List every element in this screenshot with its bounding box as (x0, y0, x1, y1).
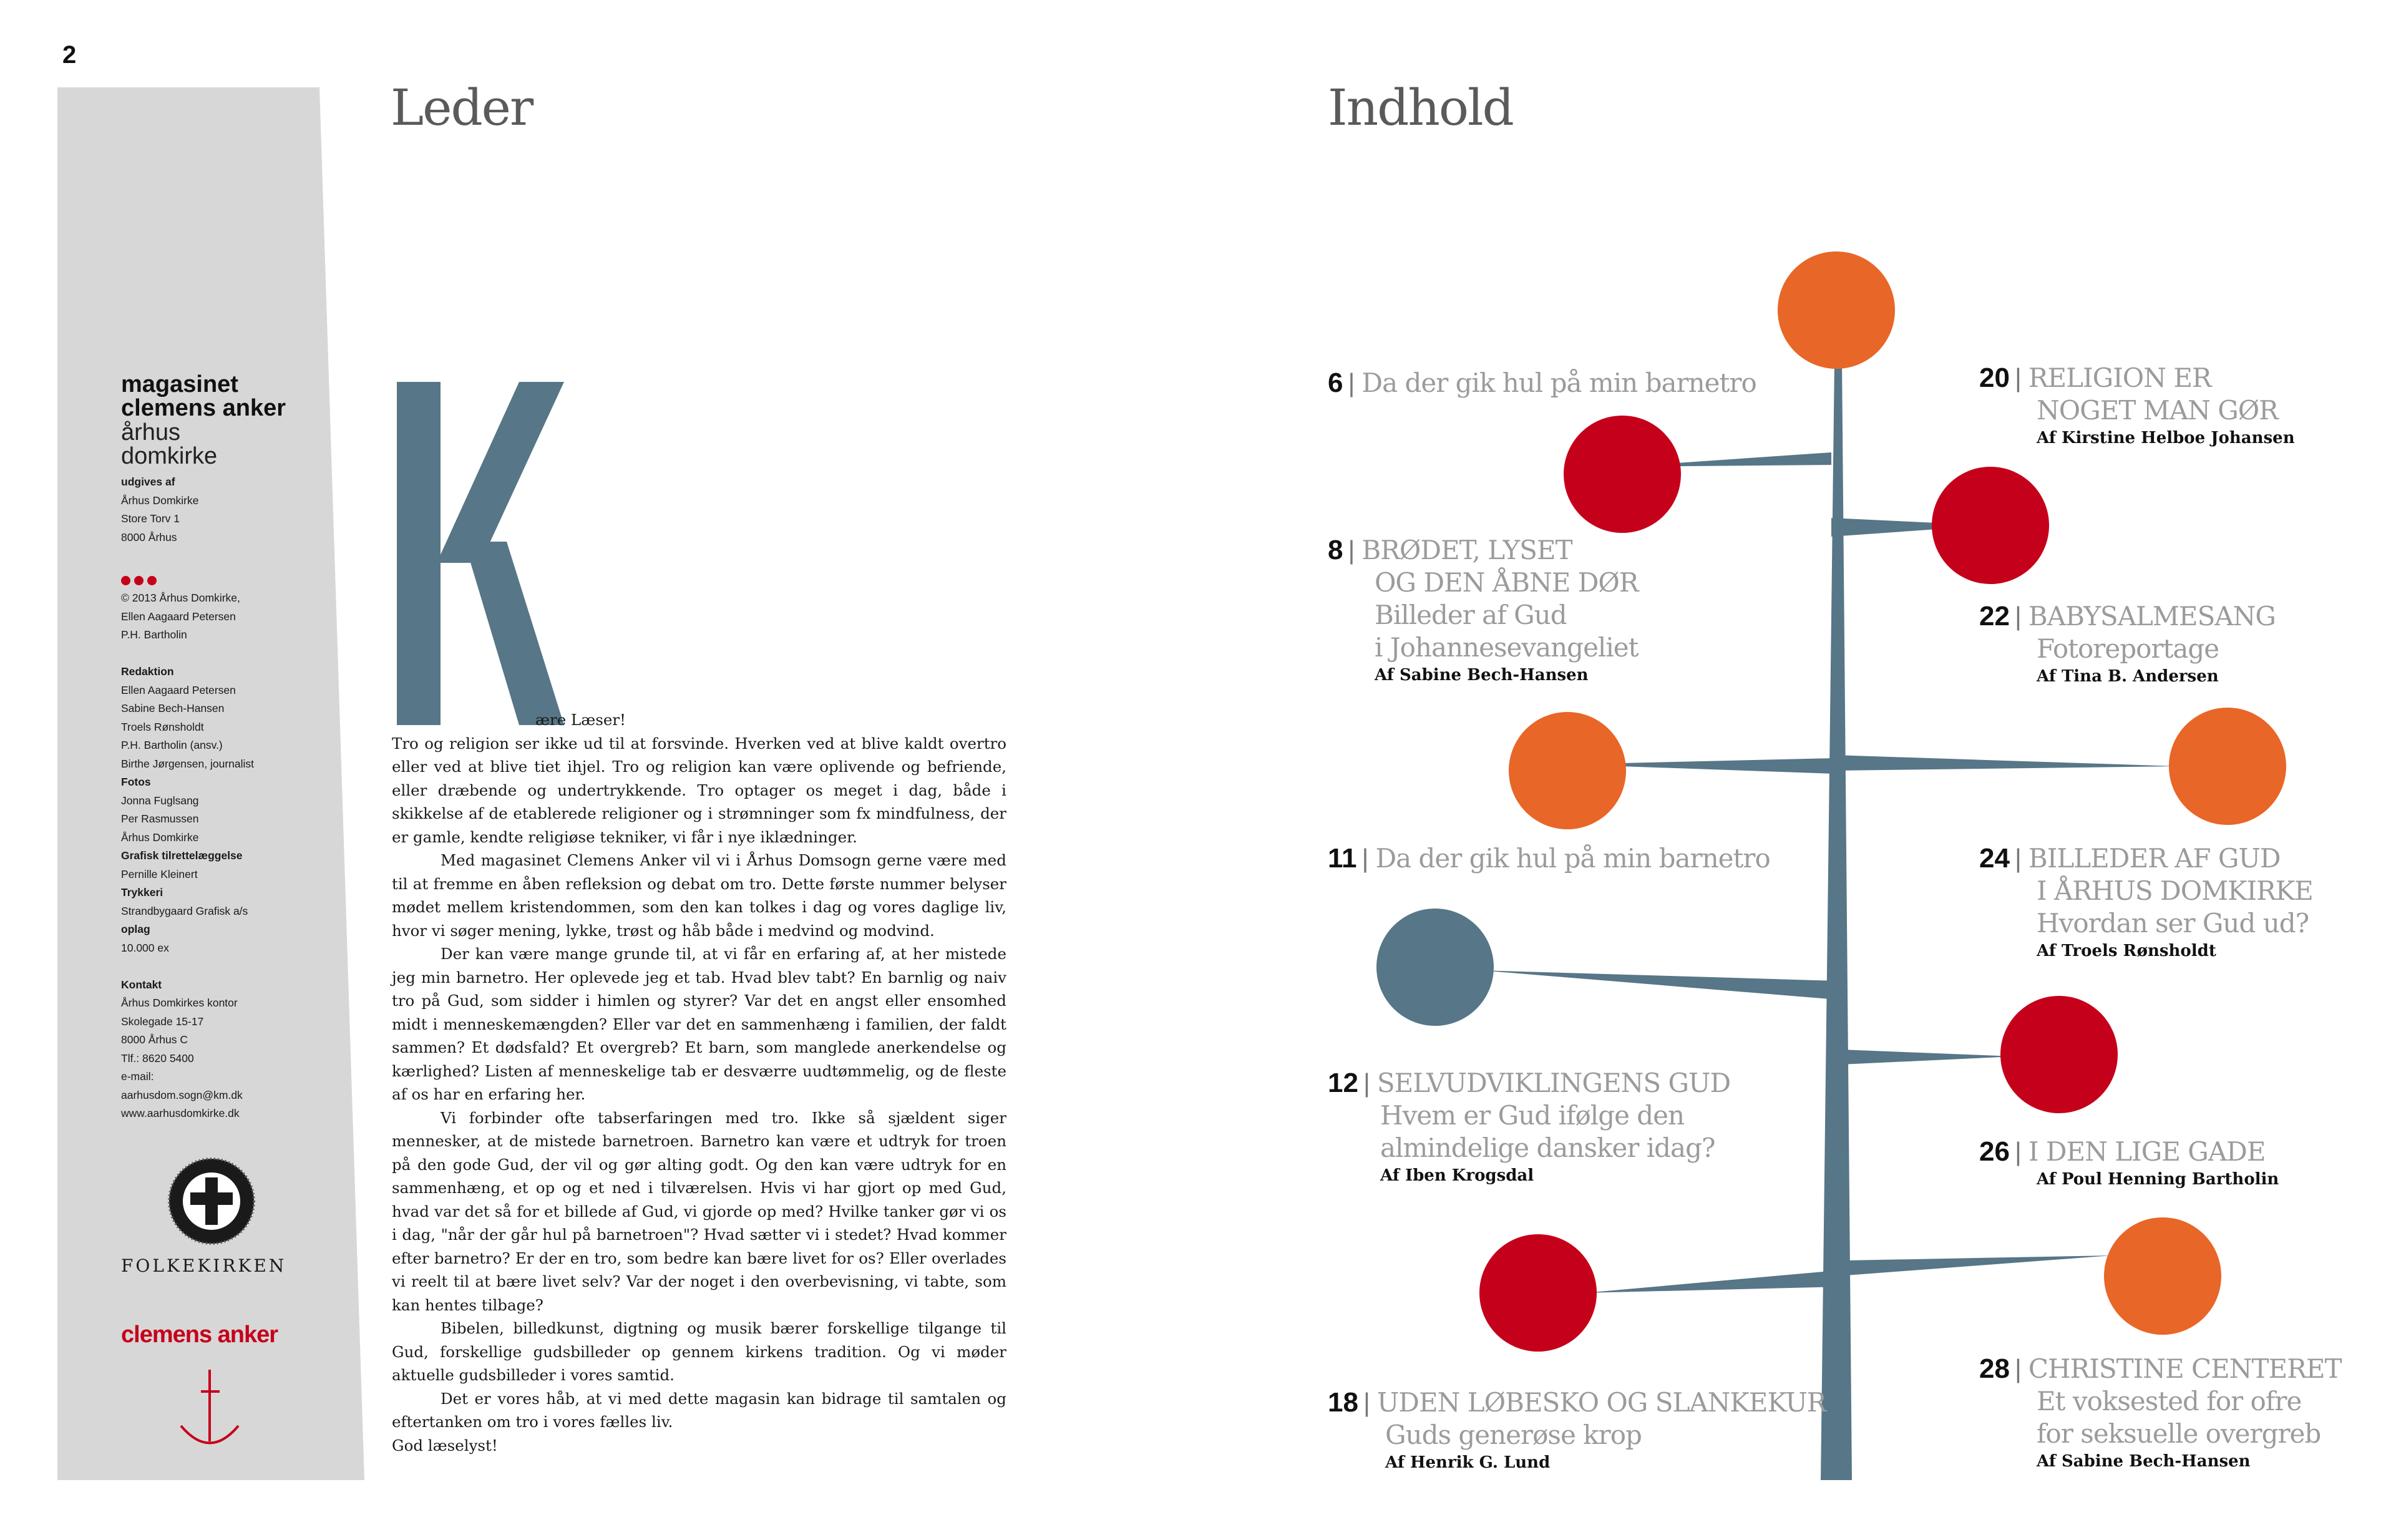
leder-title: Leder (391, 79, 533, 137)
toc-subtitle-line: Hvem er Gud ifølge den (1380, 1100, 1685, 1131)
trykkeri-heading: Trykkeri (121, 886, 163, 899)
branch (1834, 755, 2178, 771)
kontakt-email[interactable]: aarhusdom.sogn@km.dk (121, 1088, 243, 1101)
toc-page-number: 22 (1979, 601, 2010, 631)
toc-subtitle-line: Fotoreportage (2037, 633, 2219, 664)
redaktion-line: Sabine Bech-Hansen (121, 702, 225, 714)
branch (1480, 970, 1838, 1000)
toc-subtitle-line: Hvordan ser Gud ud? (2037, 908, 2309, 938)
circle-orange (2169, 708, 2286, 825)
salutation: ære Læser! (535, 711, 626, 729)
toc-title-line: I ÅRHUS DOMKIRKE (2037, 875, 2313, 906)
circle-orange (1509, 712, 1626, 829)
kontakt-line: Skolegade 15-17 (121, 1015, 204, 1028)
publisher-line: 8000 Århus (121, 530, 177, 543)
red-dot (147, 576, 157, 585)
publisher-line: Århus Domkirke (121, 494, 199, 507)
toc-page-number: 18 (1328, 1387, 1358, 1418)
circle-orange (2104, 1217, 2221, 1335)
toc-author: Af Kirstine Helboe Johansen (2037, 429, 2295, 447)
toc-page-number: 6 (1328, 368, 1343, 398)
circle-slate (1376, 909, 1494, 1026)
clemens-anker-logo-text: clemens anker (121, 1322, 278, 1348)
sidebar-colophon-top (121, 473, 198, 547)
sidebar-brand-line1: magasinet (121, 371, 238, 397)
toc-author: Af Troels Rønsholdt (2037, 942, 2216, 960)
toc-subtitle-line: Billeder af Gud (1375, 600, 1567, 630)
toc-author: Af Iben Krogsdal (1380, 1166, 1534, 1185)
folkekirken-wordmark: FOLKEKIRKEN (121, 1255, 287, 1276)
kontakt-line: Tlf.: 8620 5400 (121, 1051, 194, 1065)
article-paragraph: Med magasinet Clemens Anker vil vi i Århus Domsogn gerne være med til at fremme en åben refleksion og debat om tro. Dette første nummer belyser mødet mellem kristendommen, som den kan tolkes i dag og vores daglige liv, hvor vi søger mening, lykke, trøst og håb både i medvind og modvind. (392, 851, 1006, 940)
circle-orange (1778, 251, 1895, 369)
toc-title-line: BABYSALMESANG (2028, 601, 2276, 631)
toc-entry[interactable]: 6 | Da der gik hul på min barnetro (1328, 368, 1756, 398)
toc-title-line: SELVUDVIKLINGENS GUD (1376, 1068, 1731, 1098)
kontakt-line: 8000 Århus C (121, 1033, 188, 1046)
toc-entry[interactable]: 20 | RELIGION ER NOGET MAN GØR Af Kirstine Helboe Johansen (1979, 362, 2295, 449)
branch (1585, 1270, 1844, 1293)
toc-page-number: 28 (1979, 1353, 2010, 1384)
toc-title-line: Da der gik hul på min barnetro (1361, 368, 1756, 398)
toc-author: Af Henrik G. Lund (1385, 1453, 1551, 1472)
toc-page-number: 24 (1979, 843, 2010, 874)
toc-subtitle-line: Guds generøse krop (1385, 1420, 1642, 1450)
toc-title-line: NOGET MAN GØR (2037, 395, 2278, 426)
circle-red (1932, 467, 2049, 584)
article-paragraph: Vi forbinder ofte tabserfaringen med tro. Ikke så sjældent siger mennesker, at de mistede barnetroen. Barnetro kan være et udtryk for troen på den gode Gud, der vil og gør alting godt. Og den kan være udtryk for en sammenhæng, et op og et ned i tilværelsen. Hvis vi har gjort op med Gud, hvad var det så for et billede af Gud, vi gjorde op med? Hvilke tanker gør vi os i dag, "når der går hul på barnetroen"? Hvad sætter vi i stedet? Hvad kommer efter barnetro? Er der en tro, som bedre kan bære livet for os? Eller overlades vi reelt til at bære livet selv? Var der noget i den overbevisning, vi tabte, som kan hentes tilbage? (392, 1108, 1006, 1314)
fotos-line: Per Rasmussen (121, 812, 199, 825)
toc-title-line: RELIGION ER (2028, 363, 2211, 393)
toc-title-line: BILLEDER AF GUD (2028, 843, 2281, 874)
toc-entry[interactable]: 18 | UDEN LØBESKO OG SLANKEKUR Guds generøse krop Af Henrik G. Lund (1328, 1386, 1826, 1474)
article-paragraph: Der kan være mange grunde til, at vi får en erfaring af, at her mistede jeg min barnetro. Her oplevede jeg et tab. Hvad blev tabt? En barnlig og naiv tro på Gud, som sidder i himlen og styrer? Var det en angst eller ensomhed midt i menneskemængden? Eller var det en sammenhæng i familien, der faldt sammen? Et dødsfald? Et overgreb? Et barn, som manglede anerkendelse og kærlighed? Listen af menneskelige tab er desværre uudtømmelig, og de fleste af os har en erfaring her. (392, 945, 1006, 1103)
fotos-line: Jonna Fuglsang (121, 794, 199, 807)
red-dot (121, 576, 130, 585)
toc-entry[interactable]: 28 | CHRISTINE CENTERET Et voksested for ofre for seksuelle overgreb Af Sabine Bech-Hansen (1979, 1353, 2342, 1473)
article-paragraph: Det er vores håb, at vi med dette magasin kan bidrage til samtalen og eftertanken om tro i vores fælles liv. (392, 1389, 1006, 1431)
article-closing: God læselyst! (392, 1436, 498, 1455)
toc-subtitle-line: i Johannesevangeliet (1375, 632, 1639, 663)
circle-red (1564, 416, 1681, 533)
branch (1846, 1255, 2112, 1275)
toc-title-line: OG DEN ÅBNE DØR (1375, 567, 1639, 598)
fotos-heading: Fotos (121, 776, 151, 788)
toc-page-number: 8 (1328, 535, 1343, 565)
redaktion-heading: Redaktion (121, 665, 174, 678)
toc-subtitle-line: for seksuelle overgreb (2037, 1418, 2321, 1449)
circle-red (2000, 996, 2118, 1113)
sidebar-colophon (121, 589, 254, 1123)
toc-title-line: UDEN LØBESKO OG SLANKEKUR (1376, 1387, 1826, 1418)
oplag-line: 10.000 ex (121, 941, 169, 954)
folkekirken-logo (169, 1159, 254, 1244)
publisher-heading: udgives af (121, 475, 175, 488)
toc-subtitle-line: Et voksested for ofre (2037, 1386, 2302, 1416)
copyright-line: Ellen Aagaard Petersen (121, 610, 236, 623)
toc-page-number: 11 (1328, 843, 1357, 874)
oplag-heading: oplag (121, 923, 150, 935)
redaktion-line: Ellen Aagaard Petersen (121, 683, 236, 696)
article-paragraph: Tro og religion ser ikke ud til at forsvinde. Hverken ved at blive kaldt overtro eller ved at blive tiet ihjel. Tro og religion kan være oplivende og befriende, eller dræbende og undertrykkende. Tro optager os meget i dag, både i skikkelse af de etablerede religioner og i strømninger som fx mindfulness, der er gamle, kendte religiøse tekniker, vi får i nye iklædninger. (392, 734, 1006, 846)
trykkeri-line: Strandbygaard Grafisk a/s (121, 904, 248, 917)
fotos-line: Århus Domkirke (121, 831, 199, 844)
grafisk-line: Pernille Kleinert (121, 867, 198, 880)
kontakt-line: Århus Domkirkes kontor (121, 997, 238, 1009)
sidebar-location-line1: århus (121, 419, 181, 446)
leder-article (392, 708, 1006, 1457)
toc-entry[interactable]: 8 | BRØDET, LYSET OG DEN ÅBNE DØR Billeder af Gud i Johannesevangeliet Af Sabine Bech-Hansen (1328, 534, 1639, 686)
sidebar-brand-line2: clemens anker (121, 395, 286, 421)
branch (1841, 1050, 2015, 1065)
toc-page-number: 20 (1979, 363, 2010, 393)
sidebar-location-line2: domkirke (121, 443, 218, 469)
redaktion-line: Birthe Jørgensen, journalist (121, 757, 255, 770)
grafisk-heading: Grafisk tilrettelæggelse (121, 849, 243, 862)
publisher-line: Store Torv 1 (121, 512, 180, 525)
toc-entry[interactable]: 22 | BABYSALMESANG Fotoreportage Af Tina B. Andersen (1979, 600, 2276, 688)
circle-red (1479, 1234, 1597, 1352)
page-number: 2 (62, 41, 77, 69)
toc-subtitle-line: almindelige dansker idag? (1380, 1133, 1715, 1163)
toc-author: Af Sabine Bech-Hansen (1375, 666, 1589, 685)
toc-entry[interactable]: 24 | BILLEDER AF GUD I ÅRHUS DOMKIRKE Hvordan ser Gud ud? Af Troels Rønsholdt (1979, 842, 2313, 962)
article-paragraph: Bibelen, billedkunst, digtning og musik bærer forskellige tilgange til Gud, forskellige gudsbilleder op gennem kirkens tradition. Og vi møder aktuelle gudsbilleder i vores samtid. (392, 1319, 1006, 1384)
toc-author: Af Poul Henning Bartholin (2037, 1170, 2279, 1189)
indhold-title: Indhold (1328, 79, 1513, 137)
toc-entry[interactable]: 12 | SELVUDVIKLINGENS GUD Hvem er Gud ifølge den almindelige dansker idag? Af Iben Krogsdal (1328, 1067, 1730, 1187)
dropcap-letter (624, 624, 625, 625)
toc-title-line: I DEN LIGE GADE (2028, 1136, 2266, 1167)
toc-entry[interactable]: 11 | Da der gik hul på min barnetro (1328, 843, 1770, 874)
toc-title-line: Da der gik hul på min barnetro (1375, 843, 1770, 874)
kontakt-website[interactable]: www.aarhusdomkirke.dk (121, 1107, 240, 1119)
redaktion-line: Troels Rønsholdt (121, 720, 204, 733)
redaktion-line: P.H. Bartholin (ansv.) (121, 739, 223, 751)
toc-author: Af Sabine Bech-Hansen (2037, 1452, 2251, 1471)
dropcap-k-graphic (397, 382, 564, 725)
toc-entry[interactable]: 26 | I DEN LIGE GADE Af Poul Henning Bartholin (1979, 1136, 2279, 1191)
kontakt-heading: Kontakt (121, 978, 162, 991)
toc-page-number: 26 (1979, 1136, 2010, 1167)
kontakt-line: e-mail: (121, 1070, 154, 1083)
toc-page-number: 12 (1328, 1068, 1358, 1098)
copyright-line: P.H. Bartholin (121, 628, 187, 641)
toc-title-line: BRØDET, LYSET (1361, 535, 1572, 565)
copyright-line: © 2013 Århus Domkirke, (121, 592, 240, 604)
toc-title-line: CHRISTINE CENTERET (2028, 1353, 2342, 1384)
toc-author: Af Tina B. Andersen (2037, 667, 2219, 686)
red-dot (134, 576, 144, 585)
